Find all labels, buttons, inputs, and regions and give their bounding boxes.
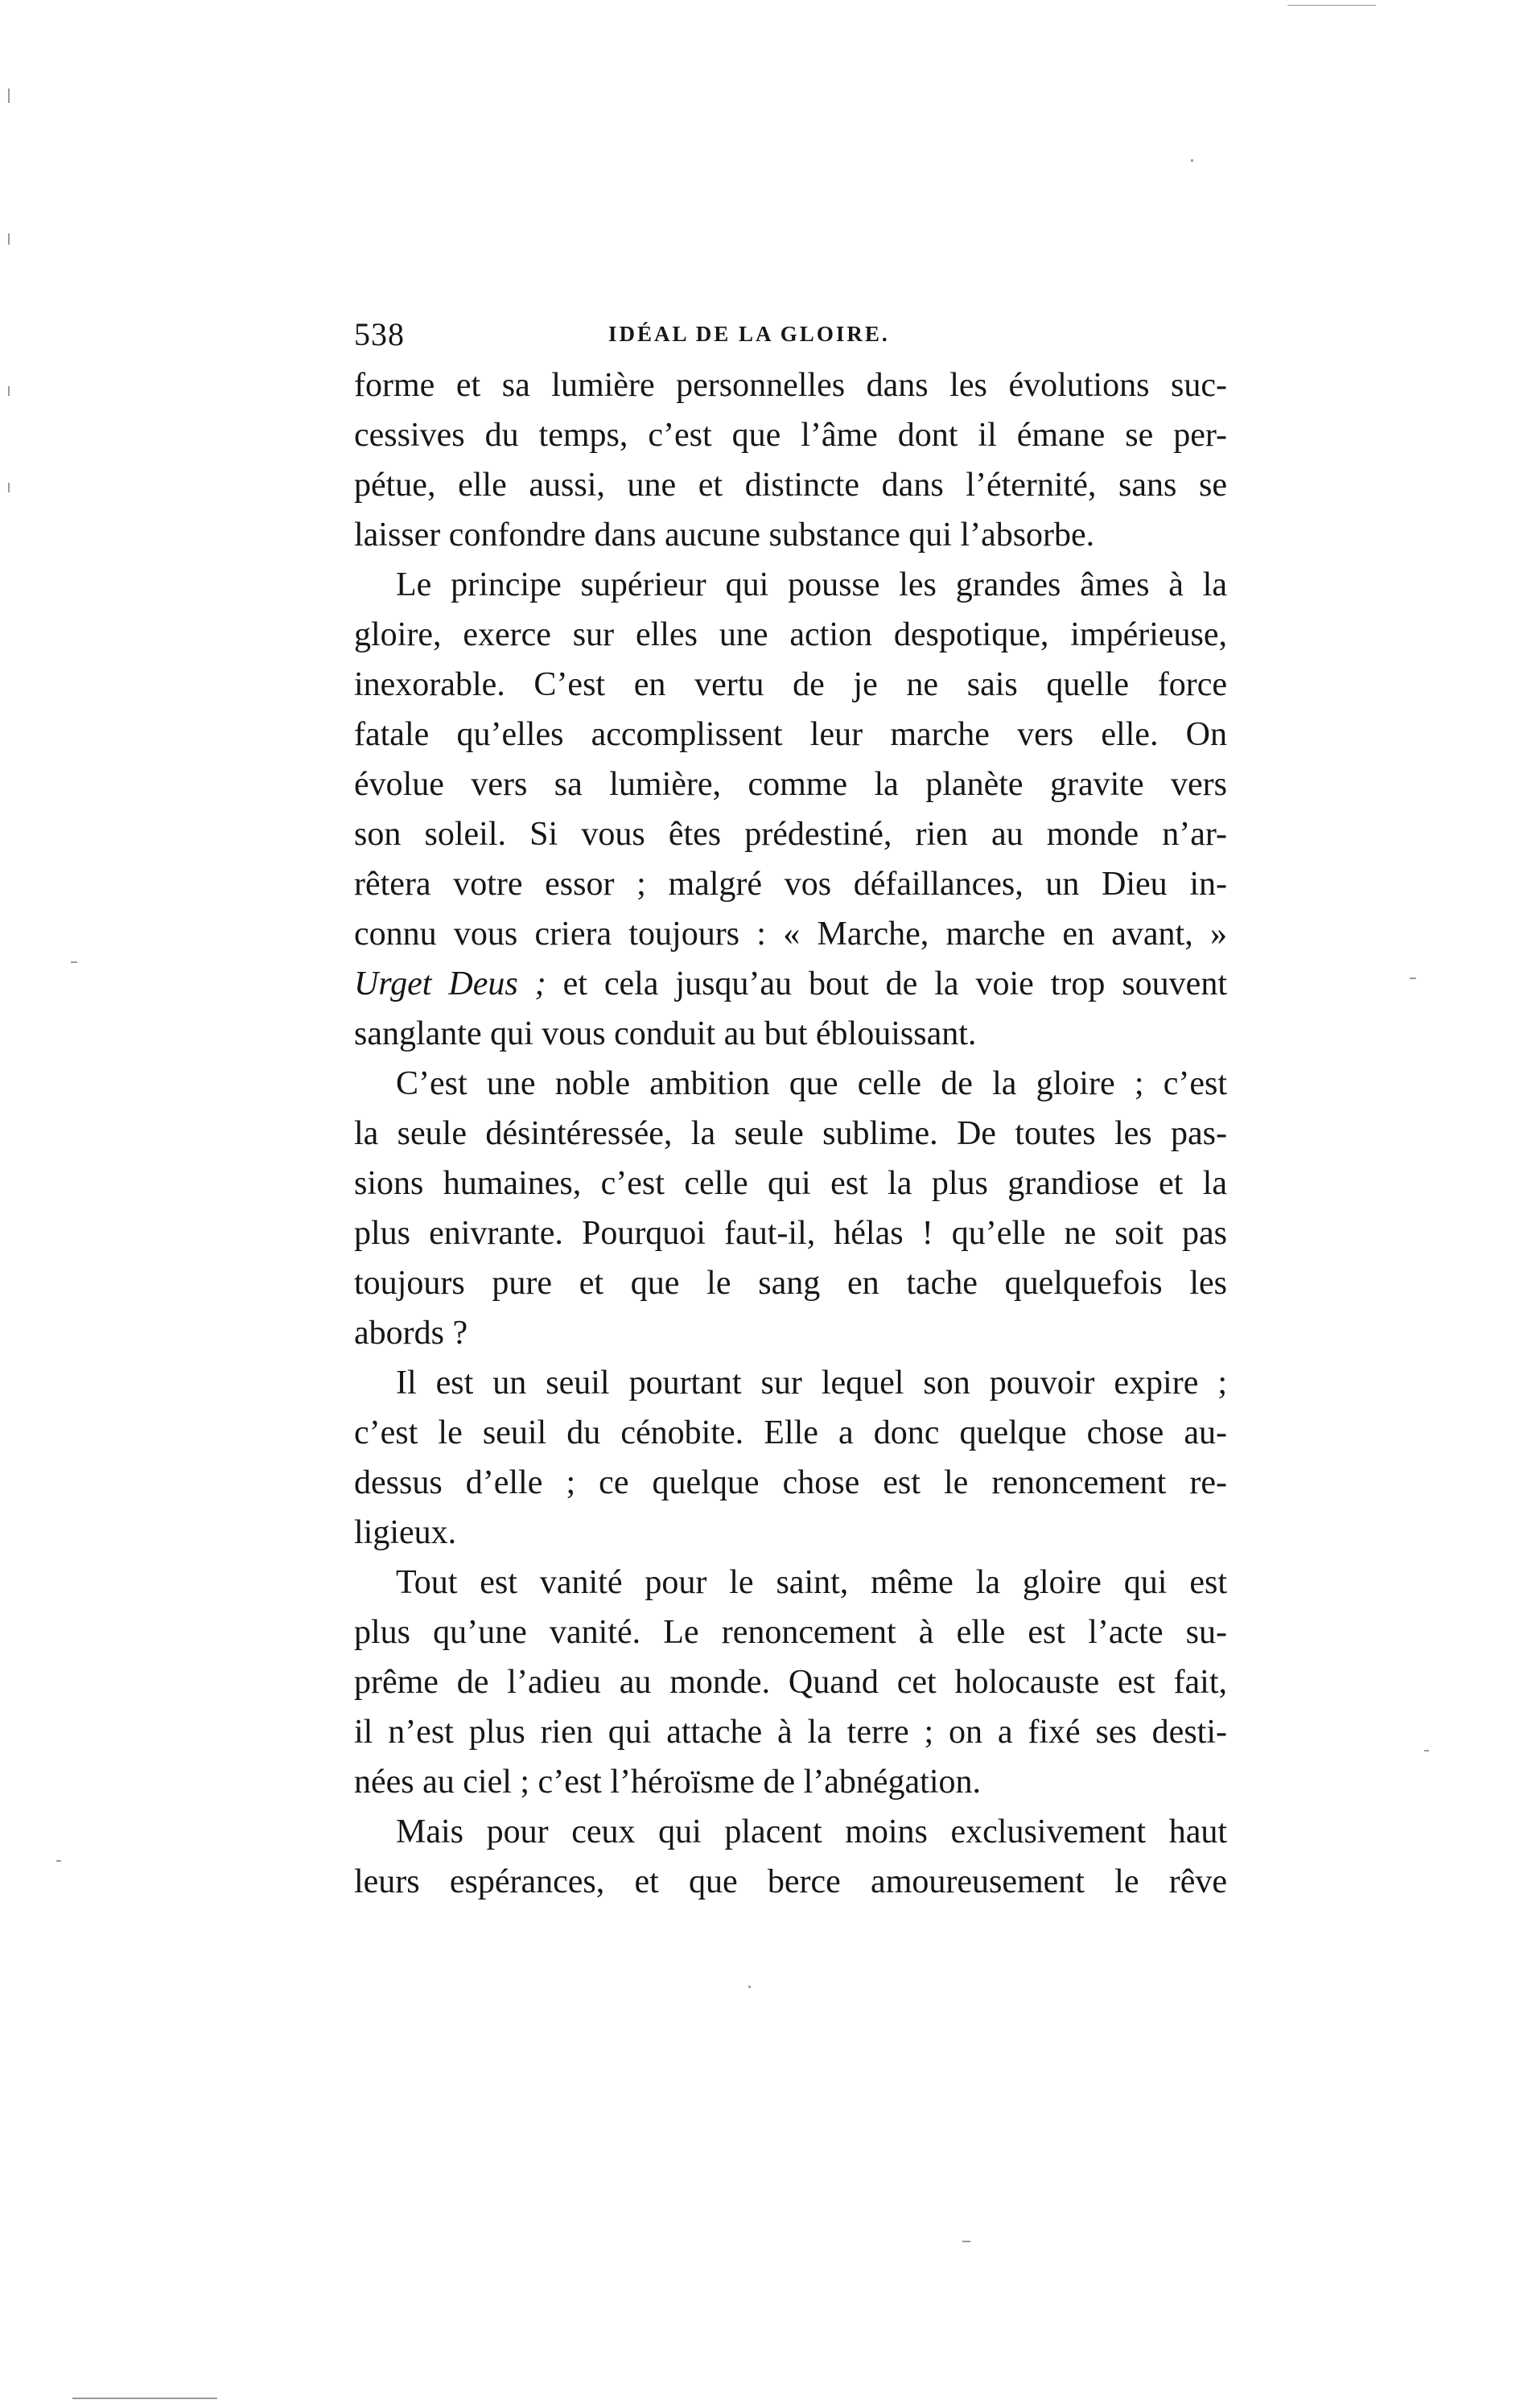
scan-speck: [8, 233, 10, 245]
text-line: il n’est plus rien qui attache à la terre ; on a fixé ses desti-: [354, 1714, 1227, 1751]
text-line: plus qu’une vanité. Le renoncement à elle est l’acte su-: [354, 1614, 1227, 1651]
scan-speck: [1410, 978, 1416, 979]
text-line: ligieux.: [354, 1514, 457, 1551]
paragraph-start-line: Le principe supérieur qui pousse les grandes âmes à la: [396, 566, 1227, 603]
scan-speck: [8, 483, 10, 492]
text-line: laisser confondre dans aucune substance qui l’absorbe.: [354, 517, 1095, 554]
text-line: leurs espérances, et que berce amoureusement le rêve: [354, 1863, 1227, 1900]
paragraph-start-line: Mais pour ceux qui placent moins exclusivement haut: [396, 1813, 1227, 1850]
body-text: [354, 360, 1227, 1907]
running-head: [354, 315, 1227, 356]
scan-speck: [748, 1986, 751, 1988]
text-line: dessus d’elle ; ce quelque chose est le renoncement re-: [354, 1464, 1227, 1501]
text-line: son soleil. Si vous êtes prédestiné, rien au monde n’ar-: [354, 816, 1227, 853]
latin-phrase: Urget Deus ;: [354, 965, 546, 1002]
text-line: inexorable. C’est en vertu de je ne sais quelle force: [354, 666, 1227, 703]
paragraph-start-line: Il est un seuil pourtant sur lequel son pouvoir expire ;: [396, 1365, 1227, 1402]
text-line: c’est le seuil du cénobite. Elle a donc quelque chose au-: [354, 1414, 1227, 1451]
text-line: connu vous criera toujours : « Marche, marche en avant, »: [354, 916, 1227, 953]
scan-speck: [8, 88, 10, 103]
text-line: cessives du temps, c’est que l’âme dont il émane se per-: [354, 417, 1227, 454]
scan-speck: [1287, 5, 1376, 6]
scan-speck: [71, 961, 77, 963]
text-line: prême de l’adieu au monde. Quand cet holocauste est fait,: [354, 1664, 1227, 1701]
text-line-with-italic: [354, 959, 1227, 1009]
text-line: pétue, elle aussi, une et distincte dans l’éternité, sans se: [354, 467, 1227, 504]
text-line: plus enivrante. Pourquoi faut-il, hélas ! qu’elle ne soit pas: [354, 1215, 1227, 1252]
text-line: toujours pure et que le sang en tache quelquefois les: [354, 1265, 1227, 1302]
text-line: forme et sa lumière personnelles dans les évolutions suc-: [354, 367, 1227, 404]
text-line: gloire, exerce sur elles une action despotique, impérieuse,: [354, 616, 1227, 653]
text-line: rêtera votre essor ; malgré vos défaillances, un Dieu in-: [354, 866, 1227, 903]
text-span: et cela jusqu’au bout de la voie trop souvent: [562, 965, 1227, 1002]
scan-speck: [1191, 159, 1193, 162]
text-line: sanglante qui vous conduit au but éblouissant.: [354, 1015, 977, 1052]
paragraph-start-line: Tout est vanité pour le saint, même la gloire qui est: [396, 1564, 1227, 1601]
paragraph-start-line: C’est une noble ambition que celle de la gloire ; c’est: [396, 1065, 1227, 1102]
scan-speck: [72, 2398, 217, 2399]
text-line: évolue vers sa lumière, comme la planète gravite vers: [354, 766, 1227, 803]
scan-speck: [962, 2241, 970, 2242]
text-line: nées au ciel ; c’est l’héroïsme de l’abnégation.: [354, 1764, 982, 1801]
text-line: la seule désintéressée, la seule sublime. De toutes les pas-: [354, 1115, 1227, 1152]
scan-speck: [1424, 1750, 1429, 1751]
scan-speck: [8, 386, 10, 396]
page-number: 538: [354, 316, 405, 352]
running-title: IDÉAL DE LA GLOIRE.: [608, 322, 890, 346]
text-line: fatale qu’elles accomplissent leur marche vers elle. On: [354, 716, 1227, 753]
text-line: abords ?: [354, 1315, 468, 1352]
text-line: sions humaines, c’est celle qui est la plus grandiose et la: [354, 1165, 1227, 1202]
scan-speck: [56, 1860, 61, 1862]
